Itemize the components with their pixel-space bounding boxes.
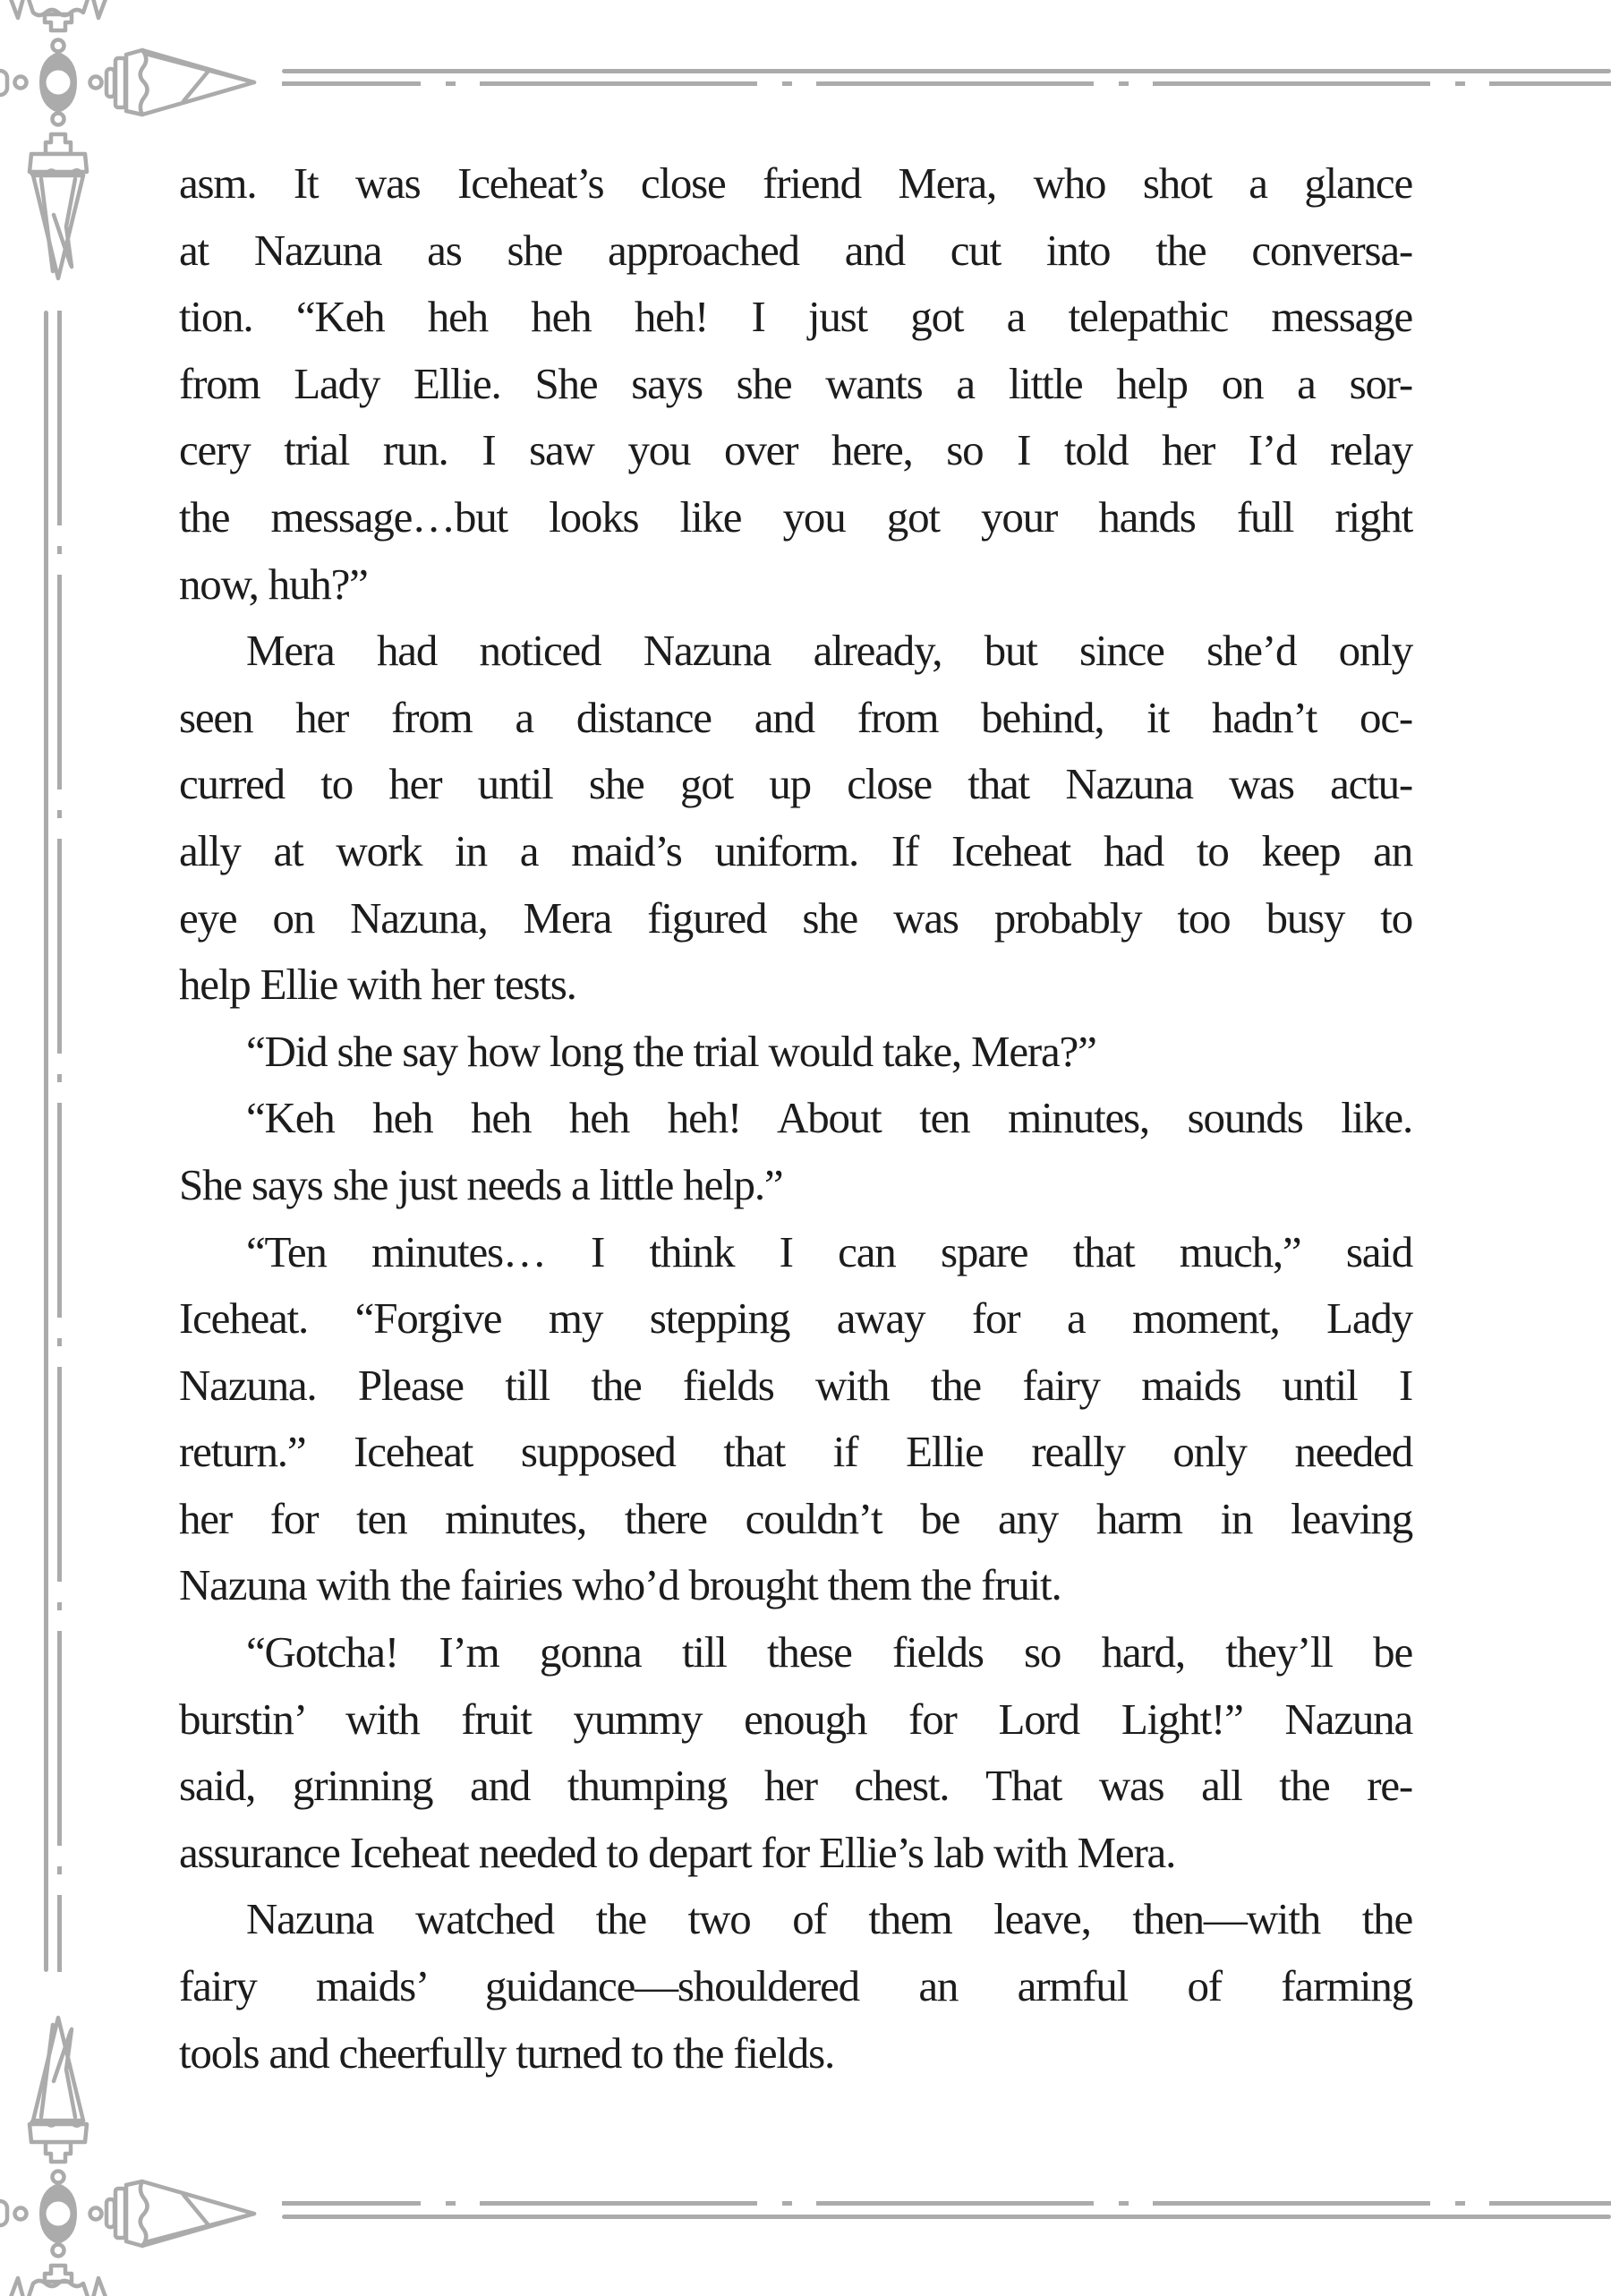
paragraph — [179, 1085, 1412, 1218]
text-line: “Did she say how long the trial would take, Mera?” — [246, 1026, 1096, 1076]
text-line: eye on Nazuna, Mera figured she was probably too busy to — [179, 892, 1412, 943]
bottom-border-dashed-line — [282, 2201, 1611, 2206]
text-line: ally at work in a maid’s uniform. If Iceheat had to keep an — [179, 825, 1412, 875]
top-border-dashed-line — [282, 81, 1611, 86]
paragraph — [179, 150, 1412, 618]
paragraph — [179, 1019, 1412, 1086]
text-line: burstin’ with fruit yummy enough for Lord Light!” Nazuna — [179, 1694, 1412, 1744]
top-border-solid-line — [282, 69, 1611, 73]
text-line: Nazuna watched the two of them leave, then—with the — [246, 1894, 1412, 1944]
text-line: seen her from a distance and from behind, it hadn’t oc- — [179, 692, 1412, 742]
text-line: “Keh heh heh heh heh! About ten minutes, sounds like. — [246, 1093, 1412, 1143]
text-line: the message…but looks like you got your hands full right — [179, 491, 1412, 542]
paragraph — [179, 1619, 1412, 1886]
left-border-dashed-line — [57, 311, 62, 1972]
text-line: assurance Iceheat needed to depart for Ellie’s lab with Mera. — [179, 1827, 1176, 1877]
text-line: help Ellie with her tests. — [179, 960, 576, 1010]
text-line: return.” Iceheat supposed that if Ellie really only needed — [179, 1427, 1412, 1477]
text-line: Nazuna with the fairies who’d brought them the fruit. — [179, 1560, 1061, 1610]
left-border-solid-line — [44, 311, 48, 1972]
text-line: Iceheat. “Forgive my stepping away for a moment, Lady — [179, 1293, 1412, 1344]
text-line: “Ten minutes… I think I can spare that much,” said — [246, 1226, 1412, 1276]
text-line: Nazuna. Please till the fields with the fairy maids until I — [179, 1360, 1412, 1410]
paragraph — [179, 1219, 1412, 1620]
text-line: tion. “Keh heh heh heh! I just got a telepathic message — [179, 292, 1412, 342]
text-line: asm. It was Iceheat’s close friend Mera, who shot a glance — [179, 158, 1412, 208]
text-line: her for ten minutes, there couldn’t be any harm in leaving — [179, 1493, 1412, 1543]
text-line: Mera had noticed Nazuna already, but since she’d only — [246, 626, 1412, 676]
text-line: said, grinning and thumping her chest. That was all the re- — [179, 1761, 1412, 1811]
text-line: at Nazuna as she approached and cut into the conversa- — [179, 225, 1412, 275]
text-line: curred to her until she got up close that Nazuna was actu- — [179, 759, 1412, 809]
paragraph — [179, 618, 1412, 1019]
text-line: tools and cheerfully turned to the fields. — [179, 2027, 835, 2078]
text-line: fairy maids’ guidance—shouldered an armful of farming — [179, 1961, 1412, 2011]
text-line: now, huh?” — [179, 559, 368, 609]
text-block — [179, 150, 1412, 2087]
text-line: from Lady Ellie. She says she wants a little help on a sor- — [179, 358, 1412, 408]
text-line: “Gotcha! I’m gonna till these fields so hard, they’ll be — [246, 1627, 1412, 1677]
bottom-border-solid-line — [282, 2215, 1611, 2219]
paragraph — [179, 1886, 1412, 2087]
text-line: She says she just needs a little help.” — [179, 1159, 783, 1209]
text-line: cery trial run. I saw you over here, so I told her I’d relay — [179, 425, 1412, 475]
